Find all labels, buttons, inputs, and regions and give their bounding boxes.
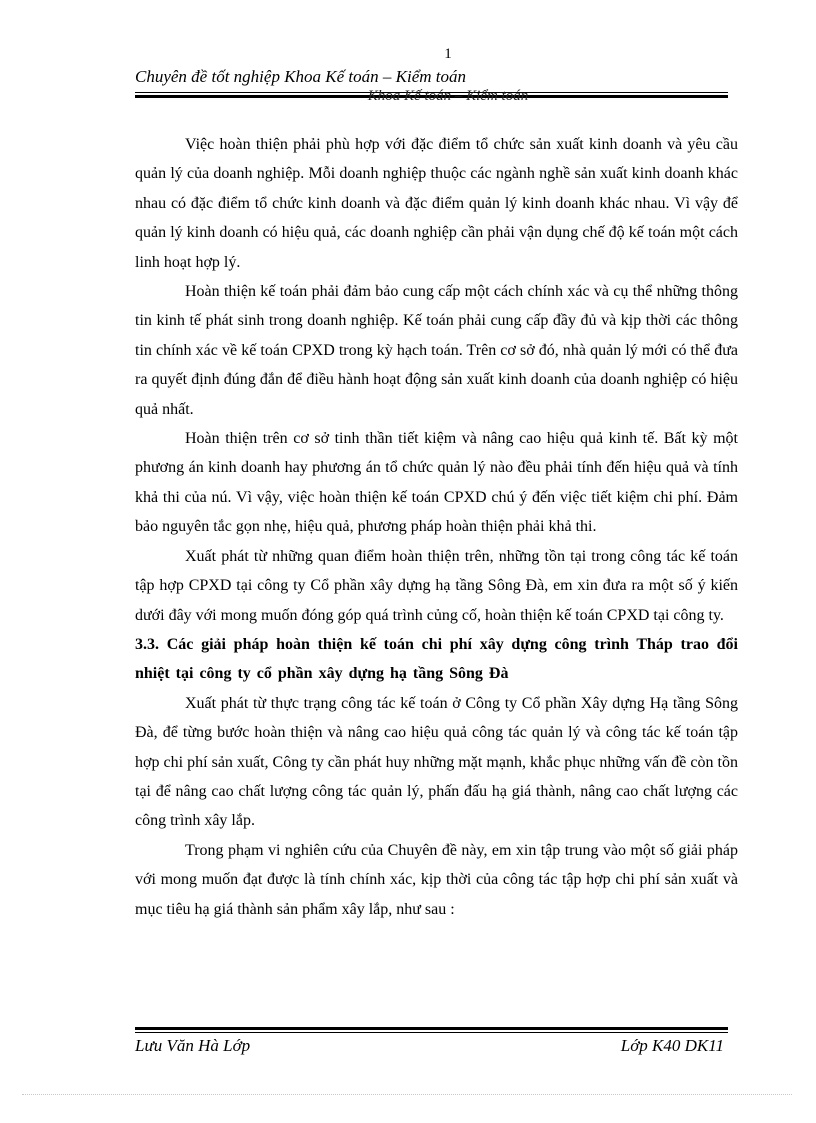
header-subtitle: Khoa Kế toán – Kiểm toán (367, 88, 529, 104)
paragraph-2: Hoàn thiện kế toán phải đảm bảo cung cấp một cách chính xác và cụ thể những thông tin kinh tế phát sinh trong doanh nghiệp. Kế toán phải cung cấp đầy đủ và kịp thời các thông tin chính xác về kế toán CPXD trong kỳ hạch toán. Trên cơ sở đó, nhà quản lý mới có thể đưa ra quyết định đúng đắn để điều hành hoạt động sản xuất kinh doanh của doanh nghiệp có hiệu quả nhất. (135, 283, 738, 418)
paragraph-5: Xuất phát từ thực trạng công tác kế toán ở Công ty Cổ phần Xây dựng Hạ tầng Sông Đà, để từng bước hoàn thiện và nâng cao hiệu quả công tác quản lý và công tác kế toán tập hợp chi phí sản xuất, Công ty cần phát huy những mặt mạnh, khắc phục những vấn đề còn tồn tại để nâng cao chất lượng công tác quản lý, phấn đấu hạ giá thành, nâng cao chất lượng các công trình xây lắp. (135, 694, 738, 830)
footer-rule-thin (135, 1032, 728, 1033)
page-edge-dotted-line (22, 1094, 792, 1095)
paragraph-3: Hoàn thiện trên cơ sở tinh thần tiết kiệm và nâng cao hiệu quả kinh tế. Bất kỳ một phương án kinh doanh hay phương án tổ chức quản lý nào đều phải tính đến hiệu quả và tính khả thi của nú. Vì vậy, việc hoàn thiện kế toán CPXD chú ý đến việc tiết kiệm chi phí. Đảm bảo nguyên tắc gọn nhẹ, hiệu quả, phương pháp hoàn thiện phải khả thi. (135, 430, 738, 536)
paragraph-4: Xuất phát từ những quan điểm hoàn thiện trên, những tồn tại trong công tác kế toán tập hợp CPXD tại công ty Cổ phần xây dựng hạ tầng Sông Đà, em xin đưa ra một số ý kiến dưới đây với mong muốn đóng góp quá trình củng cố, hoàn thiện kế toán CPXD tại công ty. (135, 547, 738, 624)
footer-author: Lưu Văn Hà Lớp (135, 1036, 251, 1055)
body-text (135, 130, 738, 924)
page-number: 1 (444, 46, 452, 62)
footer-class: Lớp K40 DK11 (620, 1036, 724, 1055)
footer-rule-thick (135, 1027, 728, 1030)
section-heading: 3.3. Các giải pháp hoàn thiện kế toán chi phí xây dựng công trình Tháp trao đổi nhiệt tại công ty cổ phần xây dựng hạ tầng Sông Đà (135, 635, 738, 683)
header-title: Chuyên đề tốt nghiệp Khoa Kế toán – Kiểm toán (135, 67, 466, 86)
paragraph-1: Việc hoàn thiện phải phù hợp với đặc điểm tổ chức sản xuất kinh doanh và yêu cầu quản lý của doanh nghiệp. Mỗi doanh nghiệp thuộc các ngành nghề sản xuất kinh doanh khác nhau có đặc điểm tổ chức kinh doanh và đặc điểm quản lý kinh doanh khác nhau. Vì vậy để quản lý kinh doanh có hiệu quả, các doanh nghiệp cần phải vận dụng chế độ kế toán một cách linh hoạt hợp lý. (135, 136, 738, 271)
paragraph-6: Trong phạm vi nghiên cứu của Chuyên đề này, em xin tập trung vào một số giải pháp với mong muốn đạt được là tính chính xác, kịp thời của công tác tập hợp chi phí sản xuất và mục tiêu hạ giá thành sản phẩm xây lắp, như sau : (135, 841, 738, 918)
